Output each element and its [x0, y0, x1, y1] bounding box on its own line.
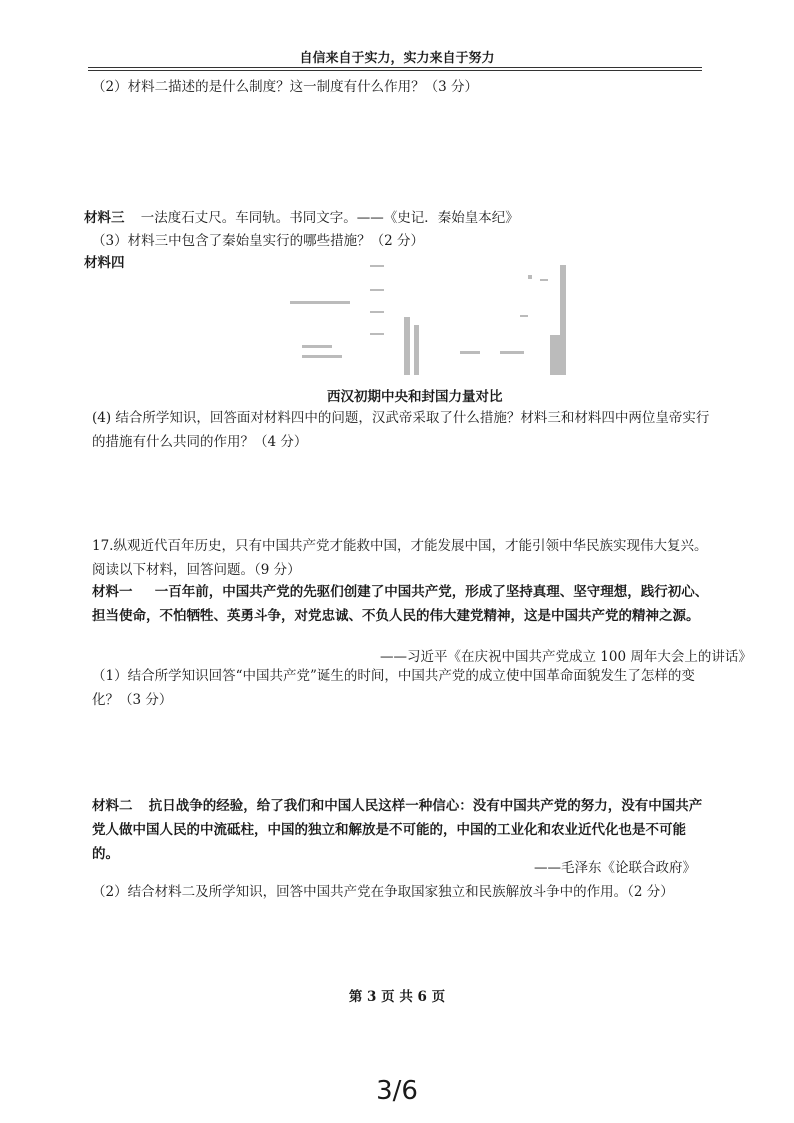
question-4: (4) 结合所学知识，回答面对材料四中的问题，汉武帝采取了什么措施？材料三和材料四中两位皇帝实行的措施有什么共同的作用？（4 分）	[92, 410, 710, 450]
q17-material-2-text: 抗日战争的经验，给了我们和中国人民这样一种信心：没有中国共产党的努力，没有中国共产党人做中国人民的中流砥柱，中国的独立和解放是不可能的，中国的工业化和农业近代化也是不可能的。	[92, 798, 703, 862]
material-3	[84, 207, 519, 229]
q17-material-1-label: 材料一	[92, 584, 133, 600]
q17-material-2	[92, 794, 710, 866]
page-number: 第 3 页 共 6 页	[348, 989, 446, 1005]
q17-sub-2: （2）结合材料二及所学知识，回答中国共产党在争取国家独立和民族解放斗争中的作用。（2 分）	[92, 884, 674, 900]
header-rule	[88, 67, 702, 68]
q17-material-1-text: 一百年前，中国共产党的先驱们创建了中国共产党，形成了坚持真理、坚守理想，践行初心、担当使命，不怕牺牲、英勇斗争，对党忠诚、不负人民的伟大建党精神，这是中国共产党的精神之源。	[92, 584, 709, 624]
material-4-caption: 西汉初期中央和封国力量对比	[327, 389, 503, 405]
q17-material-2-source: ——毛泽东《论联合政府》	[534, 860, 696, 876]
question-2: （2）材料二描述的是什么制度？这一制度有什么作用？（3 分）	[92, 79, 478, 95]
question-3: （3）材料三中包含了秦始皇实行的哪些措施？（2 分）	[92, 233, 424, 249]
question-17-intro: 17.纵观近代百年历史，只有中国共产党才能救中国，才能发展中国，才能引领中华民族实现伟大复兴。阅读以下材料，回答问题。（9 分）	[92, 538, 708, 578]
header-rule-thin	[88, 70, 702, 71]
material-3-label: 材料三	[84, 210, 125, 226]
material-4-chart-image	[290, 255, 590, 385]
q17-material-2-label: 材料二	[92, 798, 133, 814]
q17-sub-1: （1）结合所学知识回答“中国共产党”诞生的时间，中国共产党的成立使中国革命面貌发生了怎样的变化？（3 分）	[92, 668, 695, 708]
q17-material-1-source: ——习近平《在庆祝中国共产党成立 100 周年大会上的讲话》	[380, 649, 752, 665]
material-4-label: 材料四	[84, 255, 125, 271]
q17-material-1	[92, 580, 710, 628]
material-3-text: 一法度石丈尺。车同轨。书同文字。——《史记．秦始皇本纪》	[140, 210, 519, 226]
page-counter: 3/6	[376, 1076, 418, 1106]
header-motto: 自信来自于实力，实力来自于努力	[299, 51, 495, 66]
